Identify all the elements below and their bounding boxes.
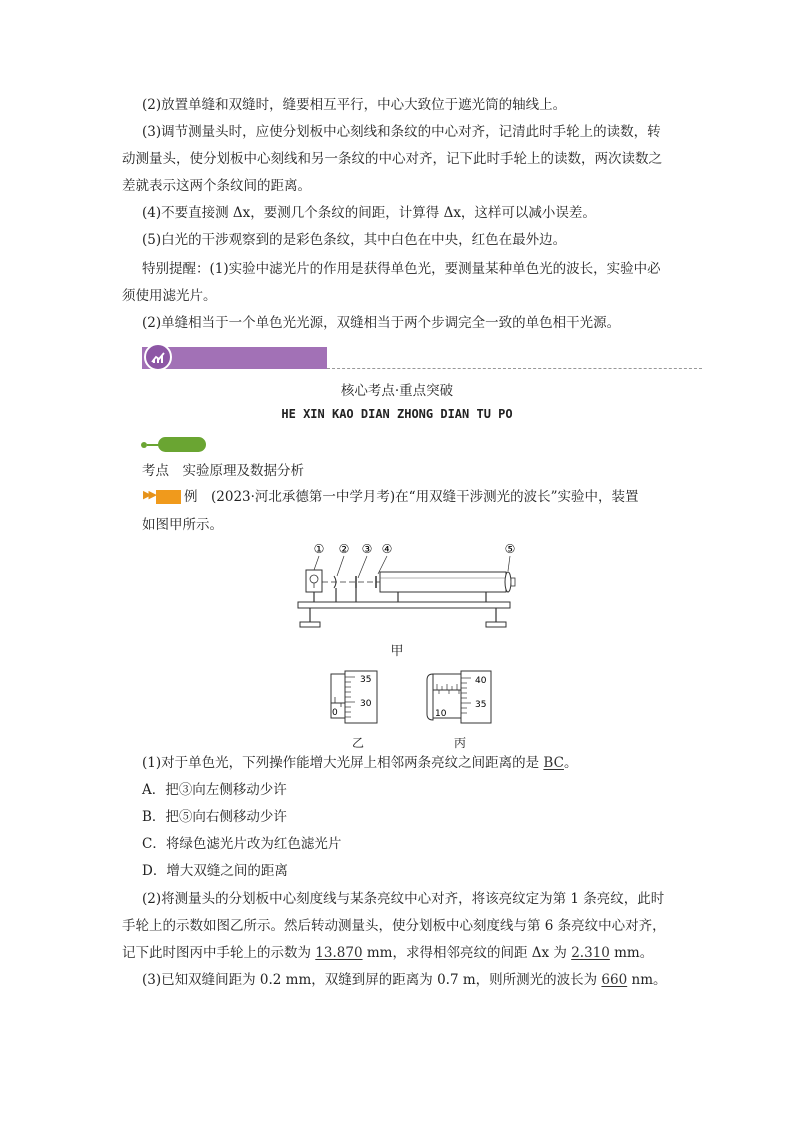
option-d: D．增大双缝之间的距离	[142, 863, 288, 879]
example-line1	[184, 484, 664, 511]
question-2-answer-2: 2.310	[571, 945, 610, 961]
question-3-end: nm。	[627, 972, 667, 988]
example-label: 例	[184, 489, 198, 505]
section-title-cn: 核心考点·重点突破	[340, 383, 454, 399]
question-1-answer: BC	[543, 755, 564, 771]
micrometer-yi	[330, 670, 384, 726]
yi-scale-top: 35	[360, 675, 372, 685]
section-heading-bar	[142, 343, 702, 371]
question-2-mid: mm，求得相邻亮纹的间距 Δx 为	[362, 945, 572, 961]
option-a: A．把③向左侧移动少许	[142, 782, 287, 798]
question-2-pre: 记下此时图丙中手轮上的示数为	[122, 945, 316, 961]
bing-scale-bottom: 35	[475, 700, 487, 710]
example-line2: 如图甲所示。	[142, 517, 223, 533]
marker-1: ①	[313, 542, 325, 556]
question-2-line3	[122, 940, 654, 967]
tip-line1: 特别提醒：(1)实验中滤光片的作用是获得单色光，要测量某种单色光的波长，实验中必	[142, 261, 661, 277]
question-2-answer-1: 13.870	[315, 945, 363, 961]
question-2-post: mm。	[609, 945, 654, 961]
example-badge	[156, 490, 181, 504]
section-title-pinyin: HE XIN KAO DIAN ZHONG DIAN TU PO	[281, 407, 513, 421]
bing-scale-main: 10	[435, 709, 447, 719]
yi-scale-main: 0	[332, 708, 338, 718]
option-b: B．把⑤向右侧移动少许	[142, 809, 287, 825]
tip-2: (2)单缝相当于一个单色光光源，双缝相当于两个步调完全一致的单色相干光源。	[142, 315, 621, 331]
example-text: (2023·河北承德第一中学月考)在“用双缝干涉测光的波长”实验中，装置	[197, 489, 639, 505]
chart-badge-icon	[144, 343, 172, 371]
note-2: (2)放置单缝和双缝时，缝要相互平行，中心大致位于遮光筒的轴线上。	[142, 97, 567, 113]
question-1-end: 。	[563, 755, 578, 771]
double-arrow-icon: ▶▶	[143, 488, 154, 501]
caption-bing: 丙	[454, 736, 467, 750]
yi-scale-bottom: 30	[360, 699, 372, 709]
note-4: (4)不要直接测 Δx，要测几个条纹的间距，计算得 Δx，这样可以减小误差。	[142, 205, 596, 221]
tip-line2: 须使用滤光片。	[122, 288, 217, 304]
note-3-line2: 动测量头，使分划板中心刻线和另一条纹的中心对齐，记下此时手轮上的读数，两次读数之	[122, 151, 662, 167]
marker-5: ⑤	[504, 542, 516, 556]
option-c: C．将绿色滤光片改为红色滤光片	[142, 836, 342, 852]
marker-3: ③	[361, 542, 373, 556]
question-1	[142, 750, 662, 777]
note-5: (5)白光的干涉观察到的是彩色条纹，其中白色在中央，红色在最外边。	[142, 232, 567, 248]
question-3-text: (3)已知双缝间距为 0.2 mm，双缝到屏的距离为 0.7 m，则所测光的波长为	[142, 972, 602, 988]
note-3-line3: 差就表示这两个条纹间的距离。	[122, 178, 311, 194]
apparatus-diagram	[290, 538, 530, 634]
marker-labels	[314, 542, 516, 556]
dashed-divider	[327, 368, 702, 369]
kaodian-heading: 考点 实验原理及数据分析	[142, 463, 304, 479]
note-3-line1: (3)调节测量头时，应使分划板中心刻线和条纹的中心对齐，记清此时手轮上的读数，转	[142, 124, 661, 140]
caption-yi: 乙	[352, 736, 365, 750]
question-2-line1: (2)将测量头的分划板中心刻度线与某条亮纹中心对齐，将该亮纹定为第 1 条亮纹，此时	[142, 891, 665, 907]
question-3-answer: 660	[601, 972, 628, 988]
caption-jia: 甲	[390, 644, 404, 659]
micrometer-bing	[425, 670, 493, 726]
green-tag-badge	[158, 437, 206, 452]
marker-4: ④	[381, 542, 393, 556]
question-3	[142, 967, 667, 994]
question-2-line2: 手轮上的示数如图乙所示。然后转动测量头，使分划板中心刻度线与第 6 条亮纹中心对齐，	[122, 918, 666, 934]
marker-2: ②	[338, 542, 350, 556]
bing-scale-top: 40	[475, 676, 487, 686]
question-1-text: (1)对于单色光，下列操作能增大光屏上相邻两条亮纹之间距离的是	[142, 755, 544, 771]
